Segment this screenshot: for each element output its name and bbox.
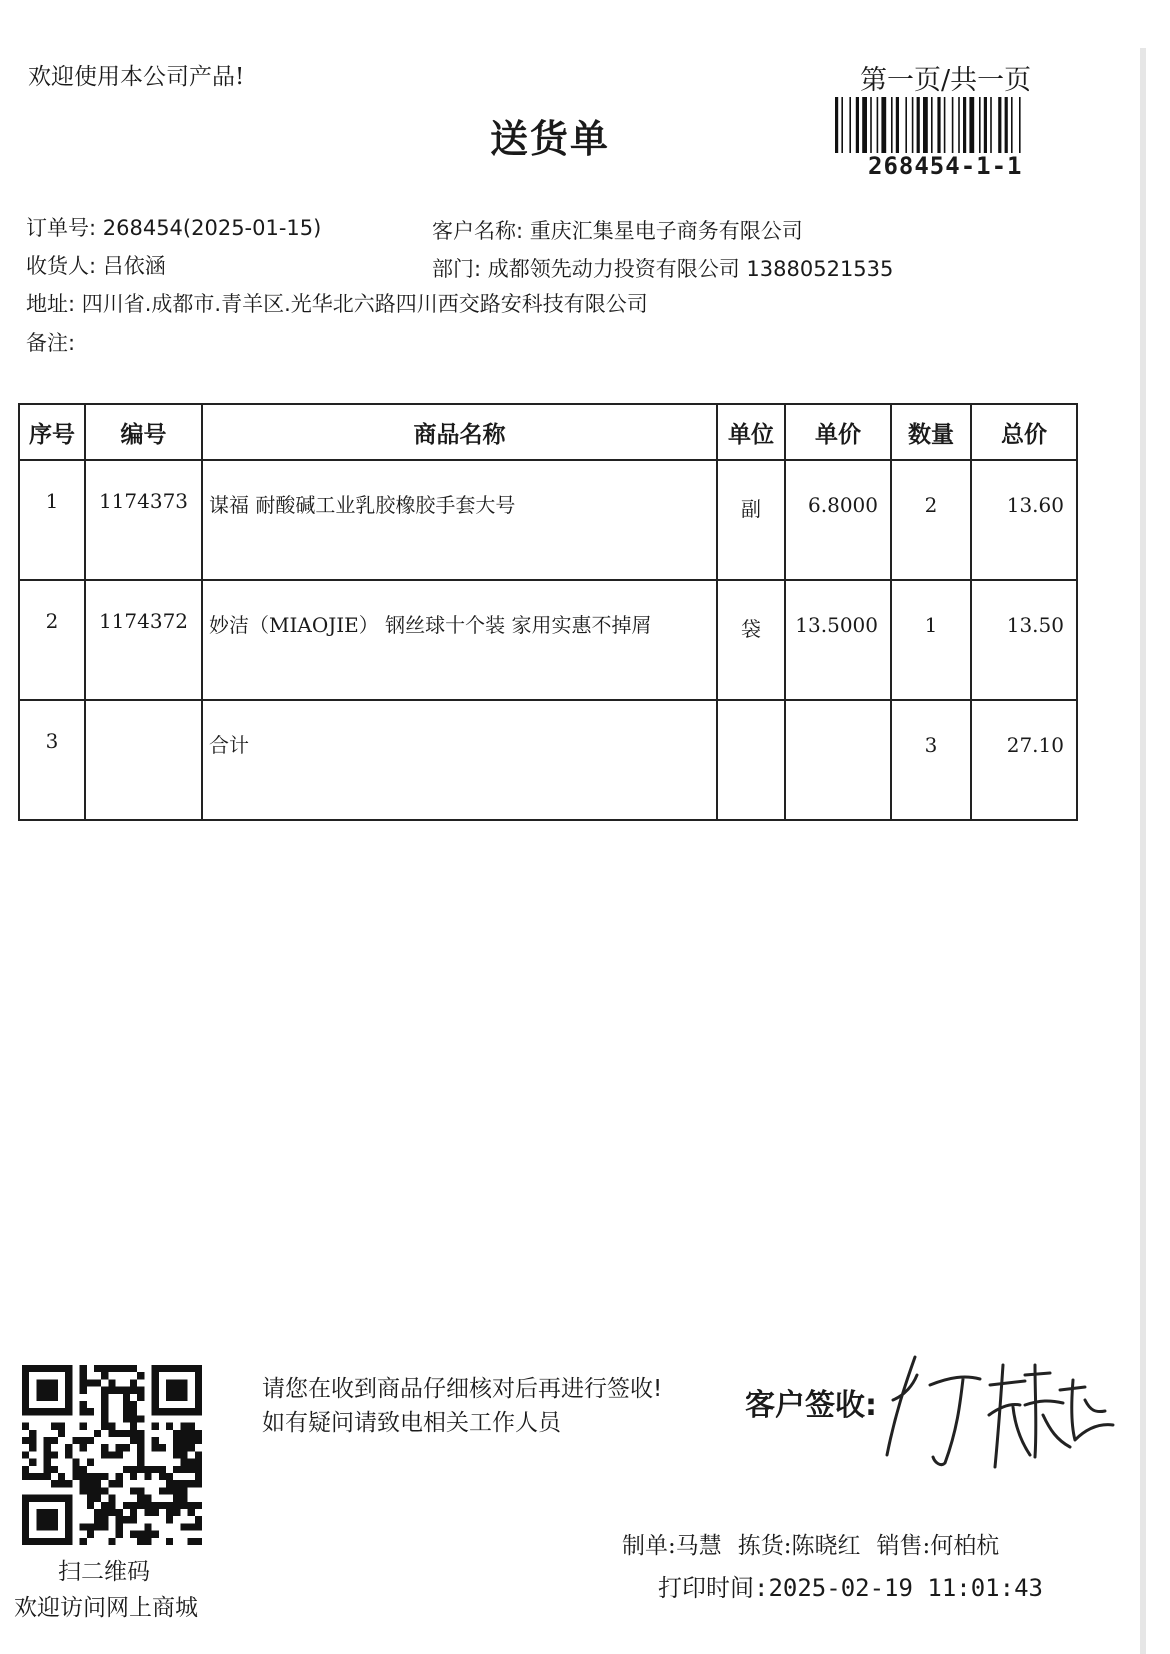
receipt-notice: 请您在收到商品仔细核对后再进行签收! 如有疑问请致电相关工作人员 xyxy=(262,1376,663,1436)
remark: 备注: xyxy=(26,331,76,355)
qr-label-mall: 欢迎访问网上商城 xyxy=(14,1595,198,1621)
cell-price: 6.8000 xyxy=(785,460,891,580)
cell-qty: 1 xyxy=(891,580,971,700)
cell-name: 合计 xyxy=(202,700,717,820)
qr-label-scan: 扫二维码 xyxy=(58,1559,150,1585)
sales-person: 销售:何柏杭 xyxy=(876,1533,1000,1559)
customer-name: 客户名称: 重庆汇集星电子商务有限公司 xyxy=(432,219,803,243)
cell-total: 13.50 xyxy=(971,580,1077,700)
header-total: 总价 xyxy=(971,404,1077,460)
header-unit: 单位 xyxy=(717,404,785,460)
staff-line xyxy=(622,1527,999,1560)
cell-code: 1174373 xyxy=(85,460,202,580)
cell-no: 3 xyxy=(19,700,85,820)
cell-qty: 2 xyxy=(891,460,971,580)
cell-price: 13.5000 xyxy=(785,580,891,700)
cell-no: 2 xyxy=(19,580,85,700)
receiver: 收货人: 吕依涵 xyxy=(26,254,166,278)
address: 地址: 四川省.成都市.青羊区.光华北六路四川西交路安科技有限公司 xyxy=(26,292,648,316)
customer-sign-label: 客户签收: xyxy=(745,1388,877,1423)
qr-code-image xyxy=(22,1365,202,1545)
made-by: 制单:马慧 xyxy=(622,1533,722,1559)
cell-qty: 3 xyxy=(891,700,971,820)
table-row-total xyxy=(19,700,1077,820)
order-number: 订单号: 268454(2025-01-15) xyxy=(26,216,322,240)
cell-unit: 袋 xyxy=(717,580,785,700)
picked-by: 拣货:陈晓红 xyxy=(737,1533,861,1559)
header-price: 单价 xyxy=(785,404,891,460)
welcome-text: 欢迎使用本公司产品! xyxy=(28,64,245,90)
table-header-row xyxy=(19,404,1077,460)
print-time: 打印时间:2025-02-19 11:01:43 xyxy=(658,1574,1043,1602)
document-title: 送货单 xyxy=(490,117,611,161)
header-qty: 数量 xyxy=(891,404,971,460)
header-code: 编号 xyxy=(85,404,202,460)
cell-price xyxy=(785,700,891,820)
cell-name: 谋福 耐酸碱工业乳胶橡胶手套大号 xyxy=(202,460,717,580)
table-row xyxy=(19,460,1077,580)
department: 部门: 成都领先动力投资有限公司 13880521535 xyxy=(432,257,894,281)
cell-code: 1174372 xyxy=(85,580,202,700)
handwritten-signature xyxy=(885,1345,1115,1475)
cell-total: 27.10 xyxy=(971,700,1077,820)
cell-unit xyxy=(717,700,785,820)
page-indicator: 第一页/共一页 xyxy=(860,65,1032,96)
items-table xyxy=(18,403,1078,821)
table-row xyxy=(19,580,1077,700)
barcode-number: 268454-1-1 xyxy=(868,152,1023,180)
cell-unit: 副 xyxy=(717,460,785,580)
barcode-image xyxy=(835,97,1045,153)
header-name: 商品名称 xyxy=(202,404,717,460)
scan-edge xyxy=(1140,48,1146,1654)
cell-no: 1 xyxy=(19,460,85,580)
cell-total: 13.60 xyxy=(971,460,1077,580)
header-no: 序号 xyxy=(19,404,85,460)
cell-code xyxy=(85,700,202,820)
cell-name: 妙洁（MIAOJIE） 钢丝球十个装 家用实惠不掉屑 xyxy=(202,580,717,700)
